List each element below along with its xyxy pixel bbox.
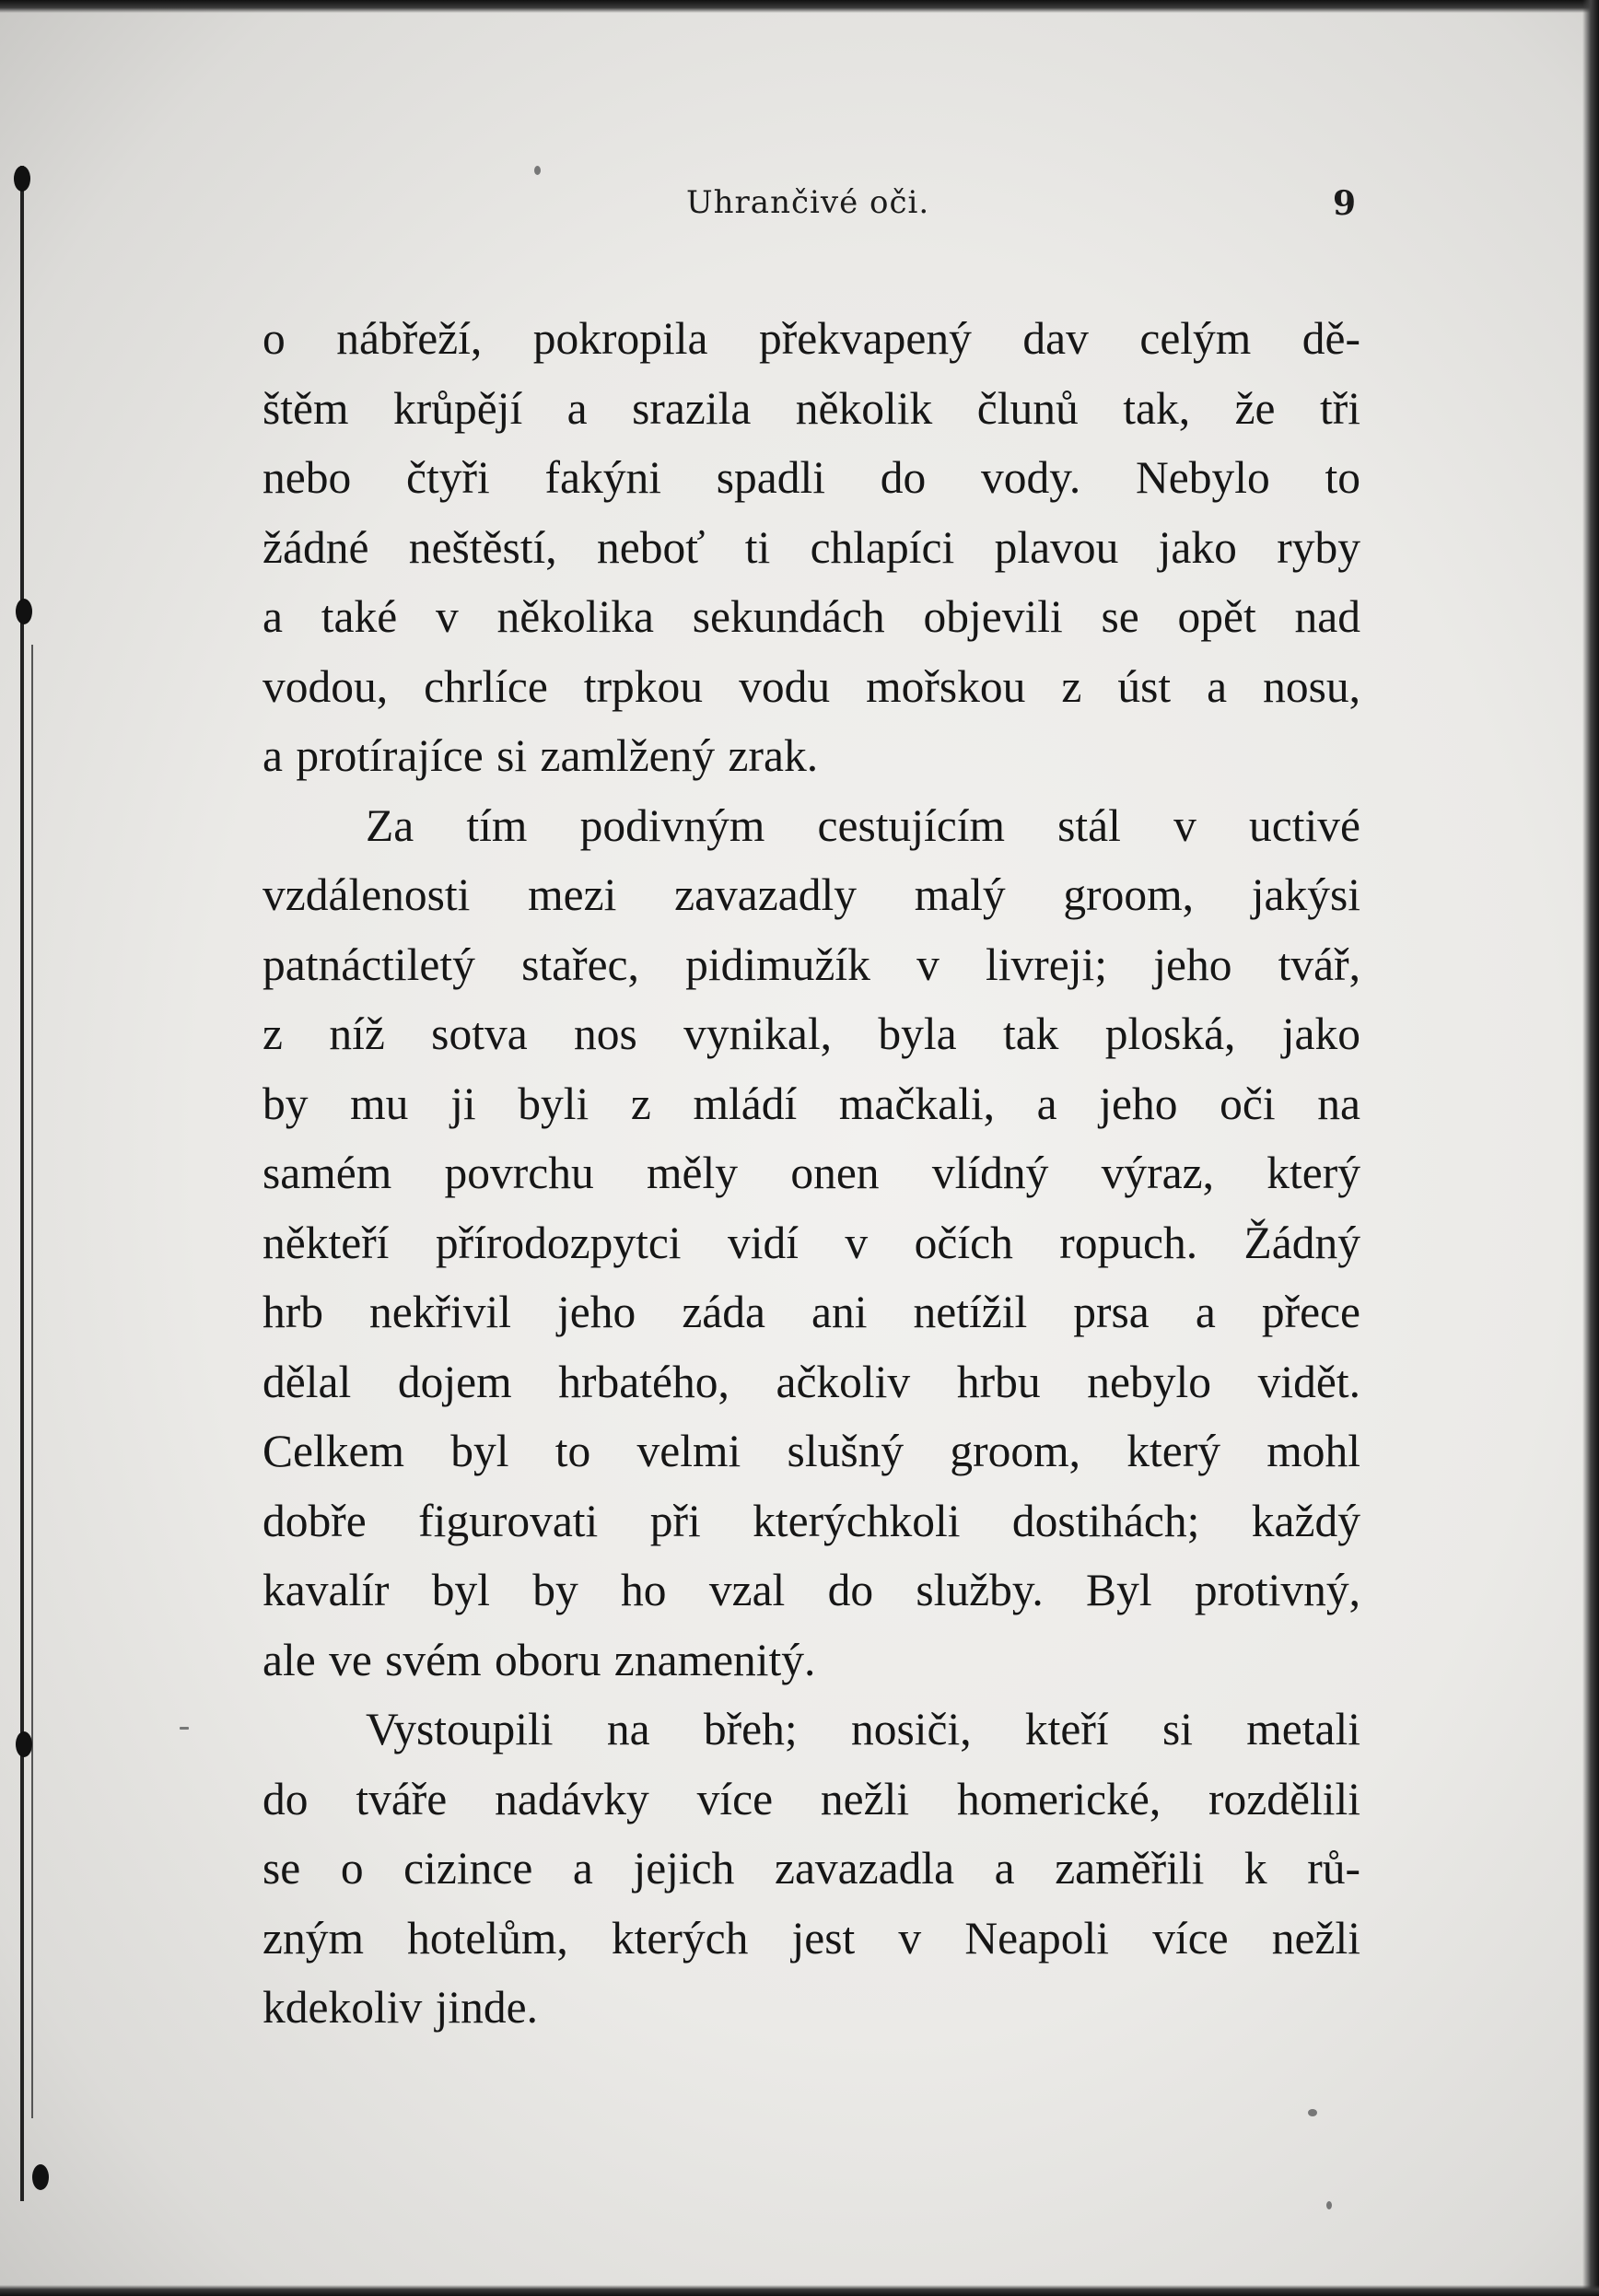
body-text: [263, 304, 1360, 2043]
binding-thread-secondary: [31, 645, 33, 2118]
text-line: kdekoliv jinde.: [263, 1982, 538, 2033]
page-top-edge: [0, 0, 1599, 13]
text-line: nebo čtyři fakýni spadli do vody. Nebylo to: [263, 452, 1360, 503]
text-line: se o cizince a jejich zavazadla a zaměřili k rů-: [263, 1843, 1360, 1894]
text-line: z níž sotva nos vynikal, byla tak ploská, jako: [263, 1008, 1360, 1059]
text-line: a také v několika sekundách objevili se opět nad: [263, 591, 1360, 642]
page-speck: [1326, 2201, 1332, 2209]
binding-knot: [16, 1731, 32, 1757]
text-line: žádné neštěstí, neboť ti chlapíci plavou jako ryby: [263, 521, 1360, 573]
text-line: štěm krůpějí a srazila několik člunů tak, že tři: [263, 382, 1360, 434]
binding-stitching: [0, 0, 55, 2296]
page-right-edge: [1582, 0, 1599, 2296]
page-speck: [534, 166, 541, 175]
text-line: zným hotelům, kterých jest v Neapoli více nežli: [263, 1912, 1360, 1964]
page-speck: [1308, 2109, 1317, 2116]
page-number: 9: [1333, 184, 1357, 223]
text-line: ale ve svém oboru znamenitý.: [263, 1634, 816, 1685]
text-line: do tváře nadávky více nežli homerické, rozdělili: [263, 1773, 1360, 1824]
text-line: o nábřeží, pokropila překvapený dav celým dě-: [263, 313, 1360, 364]
text-line: dělal dojem hrbatého, ačkoliv hrbu nebylo vidět.: [263, 1356, 1360, 1407]
binding-thread: [20, 166, 24, 2201]
text-line: vodou, chrlíce trpkou vodu mořskou z úst a nosu,: [263, 660, 1360, 712]
text-line: Vystoupili na břeh; nosiči, kteří si metali: [366, 1704, 1360, 1754]
text-line: dobře figurovati při kterýchkoli dostihách; každý: [263, 1495, 1360, 1546]
text-line: Za tím podivným cestujícím stál v uctivé: [366, 799, 1360, 851]
text-line: někteří přírodozpytci vidí v očích ropuch. Žádný: [263, 1217, 1360, 1268]
text-line: hrb nekřivil jeho záda ani netížil prsa a přece: [263, 1287, 1360, 1337]
text-line: a protírajíce si zamlžený zrak.: [263, 730, 819, 781]
running-head: [0, 184, 1599, 230]
binding-knot: [32, 2164, 49, 2190]
text-line: patnáctiletý stařec, pidimužík v livreji; jeho tvář,: [263, 938, 1360, 990]
text-line: Celkem byl to velmi slušný groom, který mohl: [263, 1426, 1360, 1476]
text-line: vzdálenosti mezi zavazadly malý groom, jakýsi: [263, 869, 1360, 920]
text-line: by mu ji byli z mládí mačkali, a jeho oči na: [263, 1078, 1360, 1129]
running-head-title: Uhrančivé oči.: [686, 184, 930, 221]
text-line: samém povrchu měly onen vlídný výraz, který: [263, 1148, 1360, 1198]
page-speck: [180, 1727, 189, 1730]
binding-knot: [16, 599, 32, 624]
text-line: kavalír byl by ho vzal do služby. Byl protivný,: [263, 1565, 1360, 1615]
page-bottom-edge: [0, 2285, 1599, 2296]
